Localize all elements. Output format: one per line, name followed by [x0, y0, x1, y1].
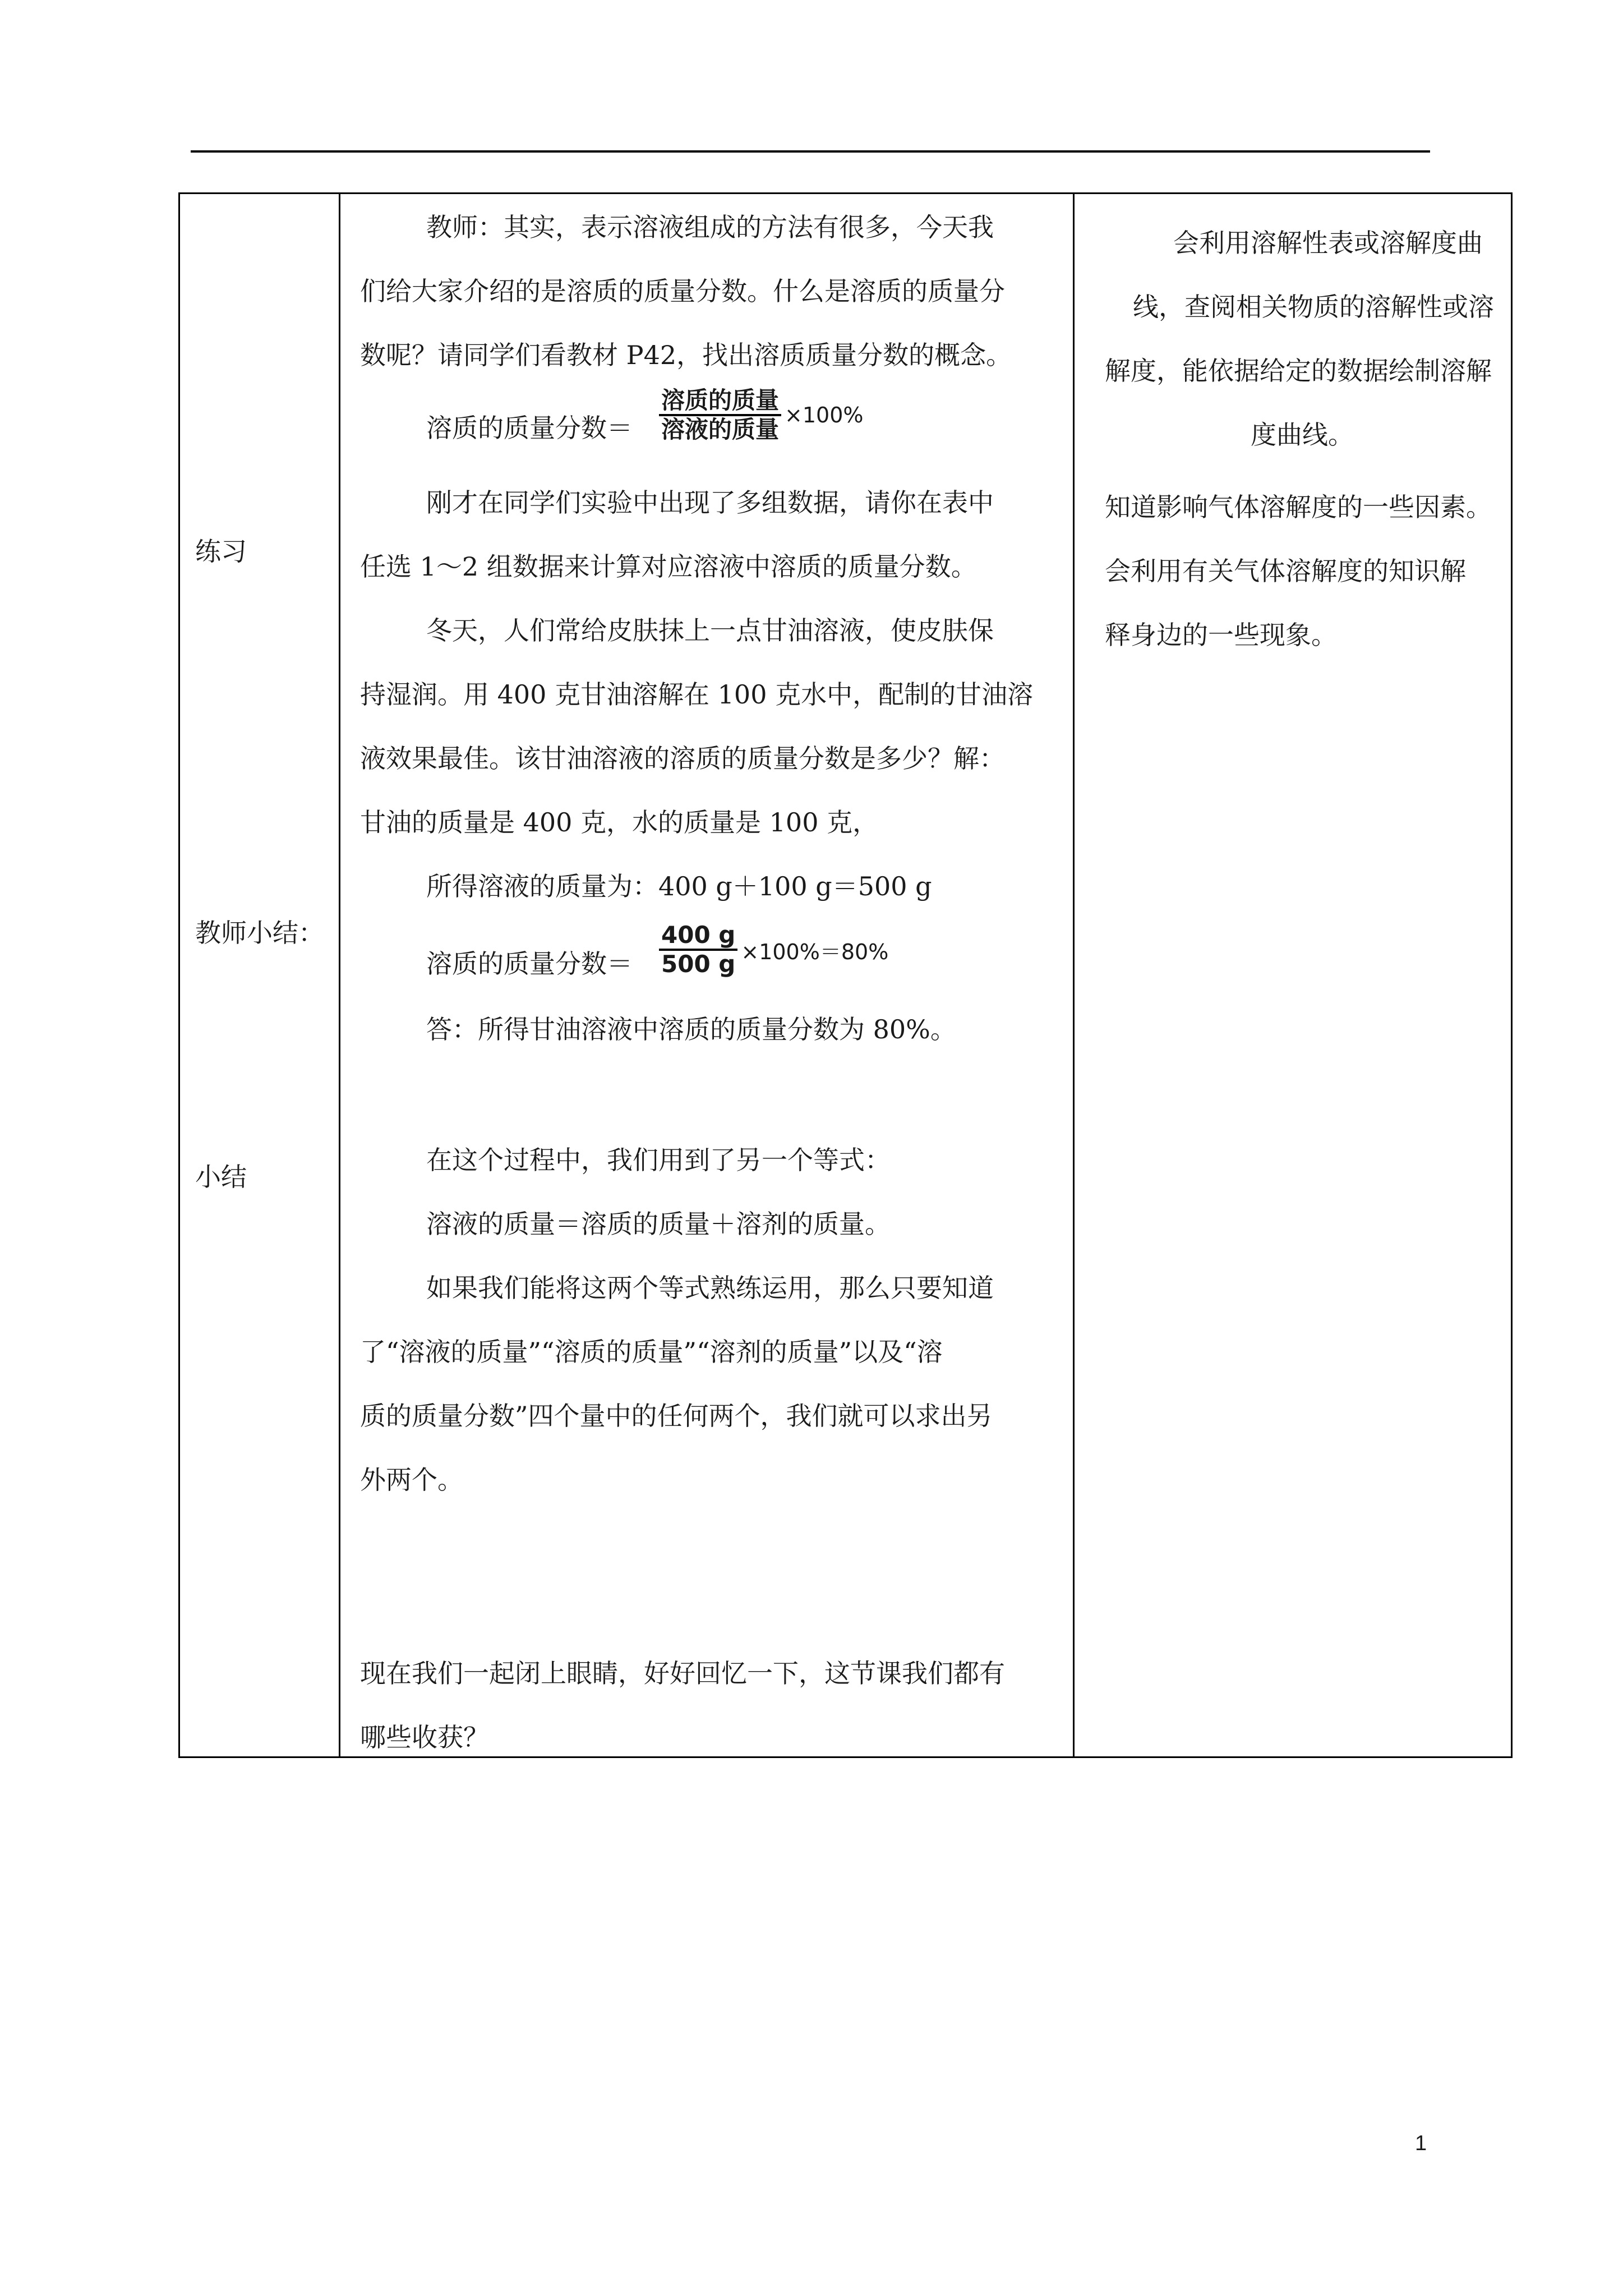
middle-para4-line1: 在这个过程中，我们用到了另一个等式：	[426, 1145, 891, 1175]
formula2-tail: ×100%＝80%	[741, 939, 889, 964]
right-para2-line1: 知道影响气体溶解度的一些因素。	[1105, 492, 1492, 522]
middle-para6-line2: 哪些收获？	[360, 1722, 489, 1752]
middle-para1-line1: 教师：其实，表示溶液组成的方法有很多，今天我	[426, 212, 994, 242]
middle-para3-line5: 所得溶液的质量为：400 g＋100 g＝500 g	[426, 871, 932, 901]
right-para1-line1: 会利用溶解性表或溶解度曲	[1173, 228, 1483, 258]
header-rule	[191, 150, 1430, 153]
middle-para3-line1: 冬天，人们常给皮肤抹上一点甘油溶液，使皮肤保	[426, 615, 994, 646]
right-para2-line3: 释身边的一些现象。	[1105, 620, 1337, 650]
formula1-numerator: 溶质的质量	[661, 386, 780, 414]
formula1-prefix: 溶质的质量分数＝	[426, 413, 633, 443]
middle-para1-line3: 数呢？请同学们看教材 P42，找出溶质质量分数的概念。	[360, 340, 1012, 370]
middle-para4-line2: 溶液的质量＝溶质的质量＋溶剂的质量。	[426, 1209, 891, 1239]
label-teacher-summary: 教师小结：	[195, 918, 324, 948]
middle-para3-line2: 持湿润。用 400 克甘油溶解在 100 克水中，配制的甘油溶	[360, 679, 1034, 710]
label-summary: 小结	[195, 1162, 247, 1192]
right-para2-line2: 会利用有关气体溶解度的知识解	[1105, 556, 1466, 586]
middle-para2-line1: 刚才在同学们实验中出现了多组数据，请你在表中	[426, 487, 994, 518]
middle-para5-line4: 外两个。	[360, 1465, 463, 1495]
formula2-denominator: 500 g	[659, 949, 737, 978]
middle-para1-line2: 们给大家介绍的是溶质的质量分数。什么是溶质的质量分	[360, 276, 1005, 306]
label-practice: 练习	[195, 536, 247, 567]
middle-para5-line2: 了“溶液的质量”“溶质的质量”“溶剂的质量”以及“溶	[360, 1337, 943, 1367]
formula1-fraction	[659, 387, 864, 443]
formula1-tail: ×100%	[785, 403, 864, 427]
middle-para5-line3: 质的质量分数”四个量中的任何两个，我们就可以求出另	[360, 1401, 993, 1431]
right-para1-line2: 线，查阅相关物质的溶解性或溶	[1133, 292, 1494, 322]
middle-para2-line2: 任选 1～2 组数据来计算对应溶液中溶质的质量分数。	[360, 551, 977, 582]
column-divider-right	[1073, 194, 1075, 1756]
formula1-denominator: 溶液的质量	[659, 414, 781, 443]
middle-para5-line1: 如果我们能将这两个等式熟练运用，那么只要知道	[426, 1273, 994, 1303]
middle-para3-line3: 液效果最佳。该甘油溶液的溶质的质量分数是多少？解：	[360, 743, 1005, 774]
formula2-fraction	[659, 922, 888, 978]
middle-para3-line4: 甘油的质量是 400 克，水的质量是 100 克，	[360, 807, 879, 838]
formula2-prefix: 溶质的质量分数＝	[426, 949, 633, 979]
right-para1-line4: 度曲线。	[1251, 420, 1354, 450]
right-para1-line3: 解度，能依据给定的数据绘制溶解	[1105, 356, 1492, 386]
page-number: 1	[1415, 2132, 1427, 2155]
column-divider-left	[339, 194, 340, 1756]
formula2-numerator: 400 g	[661, 921, 736, 949]
middle-para6-line1: 现在我们一起闭上眼睛，好好回忆一下，这节课我们都有	[360, 1658, 1005, 1688]
middle-answer: 答：所得甘油溶液中溶质的质量分数为 80%。	[426, 1014, 956, 1045]
